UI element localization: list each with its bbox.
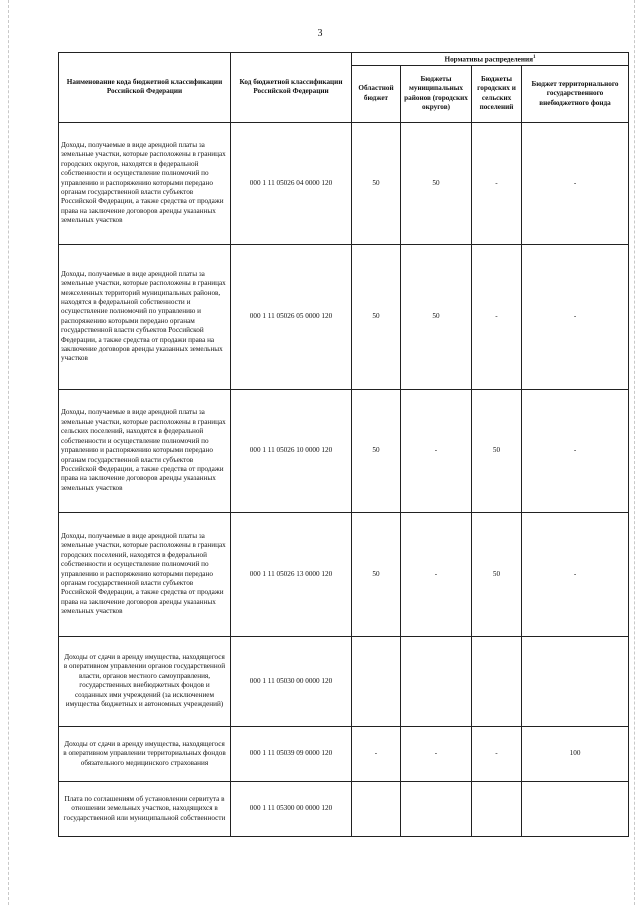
row-municipal: - (401, 389, 472, 512)
header-code: Код бюджетной классификации Российской Федерации (231, 53, 352, 123)
header-name: Наименование кода бюджетной классификации Российской Федерации (59, 53, 231, 123)
table-row (59, 781, 629, 836)
row-regional: 50 (352, 122, 401, 244)
row-code: 000 1 11 05026 10 0000 120 (231, 389, 352, 512)
table-row (59, 726, 629, 781)
table-row (59, 244, 629, 389)
row-municipal (401, 781, 472, 836)
header-fund: Бюджет территориального государственного внебюджетного фонда (522, 65, 629, 122)
row-municipal (401, 636, 472, 726)
row-name: Доходы, получаемые в виде арендной платы за земельные участки, которые расположены в границах городских округов, находятся в федеральной собственности и осуществление полномочий по управлению и распоряжению которыми передано органам государственной власти субъектов Российской Федерации, а также средства от продажи права на заключение договоров аренды указанных земельных участков (59, 122, 231, 244)
row-fund (522, 636, 629, 726)
row-fund: - (522, 512, 629, 636)
table-row (59, 636, 629, 726)
row-code: 000 1 11 05026 13 0000 120 (231, 512, 352, 636)
row-regional: 50 (352, 512, 401, 636)
page-left-edge (8, 0, 9, 905)
header-group (352, 53, 629, 66)
row-settlement: - (472, 122, 522, 244)
page-right-edge (634, 0, 635, 905)
row-name: Доходы от сдачи в аренду имущества, находящегося в оперативном управлении органов государственной власти, органов местного самоуправления, государственных внебюджетных фондов и созданных ими учреждений (за исключением имущества бюджетных и автономных учреждений) (59, 636, 231, 726)
row-regional (352, 781, 401, 836)
row-municipal: - (401, 512, 472, 636)
footnote-mark: 1 (533, 55, 536, 60)
row-fund: 100 (522, 726, 629, 781)
row-name: Плата по соглашениям об установлении сервитута в отношении земельных участков, находящихся в государственной или муниципальной собственности (59, 781, 231, 836)
row-settlement: - (472, 726, 522, 781)
row-name: Доходы, получаемые в виде арендной платы за земельные участки, которые расположены в границах межселенных территорий муниципальных районов, находятся в федеральной собственности и осуществление полномочий по управлению и распоряжению которыми передано органам государственной власти субъектов Российской Федерации, а также средства от продажи права на заключение договоров аренды указанных земельных участков (59, 244, 231, 389)
budget-distribution-table (58, 52, 629, 837)
row-settlement: 50 (472, 512, 522, 636)
row-settlement: - (472, 244, 522, 389)
row-settlement (472, 636, 522, 726)
row-code: 000 1 11 05026 05 0000 120 (231, 244, 352, 389)
table-row (59, 389, 629, 512)
row-code: 000 1 11 05300 00 0000 120 (231, 781, 352, 836)
header-group-label: Нормативы распределения (444, 55, 534, 64)
row-regional: - (352, 726, 401, 781)
row-code: 000 1 11 05030 00 0000 120 (231, 636, 352, 726)
row-municipal: - (401, 726, 472, 781)
row-regional: 50 (352, 244, 401, 389)
header-regional: Областной бюджет (352, 65, 401, 122)
row-code: 000 1 11 05039 09 0000 120 (231, 726, 352, 781)
row-fund: - (522, 244, 629, 389)
header-settlement: Бюджеты городских и сельских поселений (472, 65, 522, 122)
row-fund (522, 781, 629, 836)
row-regional: 50 (352, 389, 401, 512)
row-name: Доходы от сдачи в аренду имущества, находящегося в оперативном управлении территориальных фондов обязательного медицинского страхования (59, 726, 231, 781)
row-municipal: 50 (401, 122, 472, 244)
row-regional (352, 636, 401, 726)
row-code: 000 1 11 05026 04 0000 120 (231, 122, 352, 244)
row-name: Доходы, получаемые в виде арендной платы за земельные участки, которые расположены в границах городских поселений, находятся в федеральной собственности и осуществление полномочий по управлению и распоряжению которыми передано органам государственной власти субъектов Российской Федерации, а также средства от продажи права на заключение договоров аренды указанных земельных участков (59, 512, 231, 636)
row-settlement (472, 781, 522, 836)
table-row (59, 512, 629, 636)
page-number: 3 (317, 28, 323, 39)
table-row (59, 122, 629, 244)
header-municipal: Бюджеты муниципальных районов (городских округов) (401, 65, 472, 122)
row-fund: - (522, 389, 629, 512)
row-settlement: 50 (472, 389, 522, 512)
row-fund: - (522, 122, 629, 244)
row-name: Доходы, получаемые в виде арендной платы за земельные участки, которые расположены в границах сельских поселений, находятся в федеральной собственности и осуществление полномочий по управлению и распоряжению которыми передано органам государственной власти субъектов Российской Федерации, а также средства от продажи права на заключение договоров аренды указанных земельных участков (59, 389, 231, 512)
row-municipal: 50 (401, 244, 472, 389)
